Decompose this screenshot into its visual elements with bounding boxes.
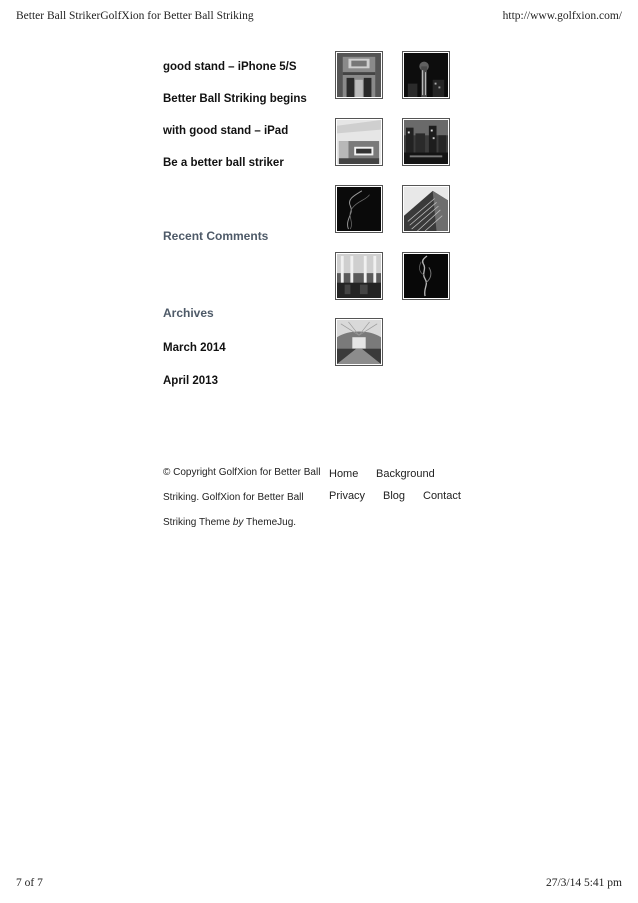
gallery-thumb-skyscraper-angle[interactable] <box>402 185 450 233</box>
footer-menu-contact[interactable]: Contact <box>423 490 461 502</box>
gallery-thumb-interior-hall[interactable] <box>335 252 383 300</box>
footer-menu-background[interactable]: Background <box>376 468 435 480</box>
recent-post-link[interactable]: good stand – iPhone 5/S <box>163 61 297 73</box>
archive-link[interactable]: March 2014 <box>163 342 226 354</box>
gallery-thumb-night-tower[interactable] <box>402 51 450 99</box>
gallery-thumb-city-night[interactable] <box>402 118 450 166</box>
footer-menu-home[interactable]: Home <box>329 468 359 480</box>
print-header-url: http://www.golfxion.com/ <box>502 10 622 22</box>
recent-post-link[interactable]: with good stand – iPad <box>163 125 289 137</box>
skyscraper-angle-photo <box>404 187 448 231</box>
station-concourse-photo <box>337 320 381 364</box>
copyright-line: Striking. GolfXion for Better Ball <box>163 492 304 503</box>
print-header-title: Better Ball StrikerGolfXion for Better Ball Striking <box>16 10 254 22</box>
footer-menu-blog[interactable]: Blog <box>383 490 406 502</box>
archive-link[interactable]: April 2013 <box>163 375 218 387</box>
gallery-thumb-smoke-dark[interactable] <box>335 185 383 233</box>
arena-sign-photo <box>337 120 381 164</box>
recent-post-link[interactable]: Better Ball Striking begins <box>163 93 307 105</box>
print-footer-datetime: 27/3/14 5:41 pm <box>545 877 622 889</box>
copyright-line: © Copyright GolfXion for Better Ball <box>163 467 321 478</box>
recent-post-link[interactable]: Be a better ball striker <box>163 157 284 169</box>
gallery-thumb-building-facade[interactable] <box>335 51 383 99</box>
interior-hall-photo <box>337 254 381 298</box>
smoke-plume-photo <box>404 254 448 298</box>
gallery-thumb-smoke-plume[interactable] <box>402 252 450 300</box>
building-facade-photo <box>337 53 381 97</box>
print-footer-page: 7 of 7 <box>16 877 43 889</box>
recent-comments-heading: Recent Comments <box>163 229 269 243</box>
copyright-theme-text: Striking Theme <box>163 517 233 528</box>
gallery-thumb-arena-sign[interactable] <box>335 118 383 166</box>
copyright-line <box>163 517 296 528</box>
footer-menu-privacy[interactable]: Privacy <box>329 490 366 502</box>
city-night-photo <box>404 120 448 164</box>
night-tower-photo <box>404 53 448 97</box>
smoke-dark-photo <box>337 187 381 231</box>
copyright-by-text: by <box>232 517 244 528</box>
gallery-thumb-station-concourse[interactable] <box>335 318 383 366</box>
archives-heading: Archives <box>163 306 214 320</box>
theme-author-link[interactable]: ThemeJug. <box>243 517 297 528</box>
